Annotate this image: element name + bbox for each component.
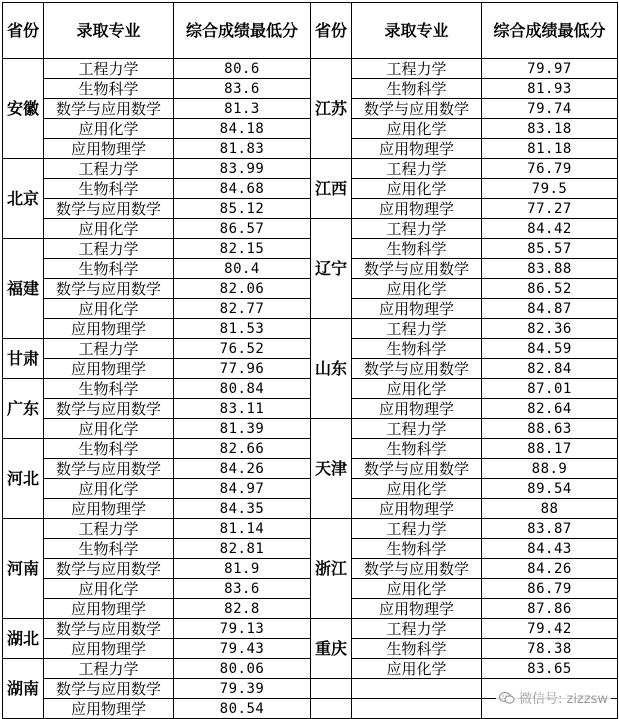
major-cell: 生物科学 (352, 539, 482, 559)
score-cell: 82.8 (174, 599, 311, 619)
score-cell: 84.26 (174, 459, 311, 479)
major-cell: 数学与应用数学 (44, 559, 174, 579)
table-row (3, 199, 618, 219)
major-cell: 工程力学 (44, 59, 174, 79)
table-row (3, 379, 618, 399)
score-cell: 81.18 (482, 139, 618, 159)
major-cell: 应用化学 (44, 219, 174, 239)
major-cell: 应用物理学 (44, 499, 174, 519)
major-cell: 应用化学 (44, 119, 174, 139)
score-cell: 80.4 (174, 259, 311, 279)
table-body (3, 3, 618, 719)
score-cell: 81.14 (174, 519, 311, 539)
major-cell: 应用化学 (352, 179, 482, 199)
score-cell: 84.59 (482, 339, 618, 359)
table-row (3, 399, 618, 419)
province-cell: 北京 (3, 159, 44, 239)
province-cell: 福建 (3, 239, 44, 339)
table-row (3, 239, 618, 259)
score-cell: 81.93 (482, 79, 618, 99)
major-cell: 工程力学 (352, 219, 482, 239)
score-cell: 87.01 (482, 379, 618, 399)
major-cell: 数学与应用数学 (352, 359, 482, 379)
score-cell: 83.11 (174, 399, 311, 419)
score-cell: 88.9 (482, 459, 618, 479)
score-cell: 77.96 (174, 359, 311, 379)
score-cell: 83.6 (174, 79, 311, 99)
score-cell: 88 (482, 499, 618, 519)
table-row (3, 159, 618, 179)
major-cell: 应用物理学 (352, 299, 482, 319)
province-cell: 湖南 (3, 659, 44, 719)
score-cell: 81.83 (174, 139, 311, 159)
score-cell: 81.9 (174, 559, 311, 579)
major-cell: 应用化学 (352, 379, 482, 399)
score-cell: 87.86 (482, 599, 618, 619)
score-cell: 80.84 (174, 379, 311, 399)
province-cell: 辽宁 (311, 219, 352, 319)
watermark (496, 687, 611, 708)
score-cell: 79.42 (482, 619, 618, 639)
table-row (3, 539, 618, 559)
major-cell: 生物科学 (44, 259, 174, 279)
score-cell: 83.65 (482, 659, 618, 679)
header-row (3, 3, 618, 59)
major-cell: 应用物理学 (44, 599, 174, 619)
major-cell: 数学与应用数学 (352, 459, 482, 479)
score-cell: 83.6 (174, 579, 311, 599)
major-cell: 工程力学 (44, 339, 174, 359)
table-row (3, 299, 618, 319)
major-cell: 应用物理学 (44, 359, 174, 379)
score-cell: 82.06 (174, 279, 311, 299)
score-cell: 76.79 (482, 159, 618, 179)
major-cell: 数学与应用数学 (44, 619, 174, 639)
score-cell: 82.36 (482, 319, 618, 339)
major-cell: 工程力学 (44, 239, 174, 259)
score-cell: 76.52 (174, 339, 311, 359)
score-cell: 80.54 (174, 699, 311, 719)
score-cell: 82.64 (482, 399, 618, 419)
table-row (3, 319, 618, 339)
table-row (3, 139, 618, 159)
major-cell: 数学与应用数学 (44, 459, 174, 479)
major-cell: 工程力学 (352, 59, 482, 79)
score-cell: 84.43 (482, 539, 618, 559)
major-cell: 工程力学 (44, 159, 174, 179)
major-cell: 应用物理学 (44, 639, 174, 659)
province-cell: 甘肃 (3, 339, 44, 379)
major-cell: 工程力学 (352, 319, 482, 339)
wechat-icon (499, 691, 515, 705)
major-cell: 应用物理学 (352, 499, 482, 519)
major-cell: 工程力学 (352, 419, 482, 439)
empty-cell (352, 699, 482, 719)
major-cell: 工程力学 (44, 659, 174, 679)
score-cell: 84.18 (174, 119, 311, 139)
major-cell: 应用化学 (352, 579, 482, 599)
score-cell: 80.06 (174, 659, 311, 679)
major-cell: 数学与应用数学 (44, 679, 174, 699)
header-major-right: 录取专业 (352, 3, 482, 59)
table-row (3, 219, 618, 239)
table-row (3, 599, 618, 619)
table-row (3, 259, 618, 279)
major-cell: 数学与应用数学 (352, 559, 482, 579)
major-cell: 数学与应用数学 (44, 399, 174, 419)
table-row (3, 579, 618, 599)
score-cell: 89.54 (482, 479, 618, 499)
table-row (3, 439, 618, 459)
score-cell: 80.6 (174, 59, 311, 79)
score-cell: 84.35 (174, 499, 311, 519)
province-cell: 浙江 (311, 519, 352, 619)
major-cell: 应用物理学 (352, 199, 482, 219)
major-cell: 数学与应用数学 (44, 99, 174, 119)
score-cell: 79.13 (174, 619, 311, 639)
score-cell: 83.87 (482, 519, 618, 539)
major-cell: 工程力学 (352, 619, 482, 639)
major-cell: 生物科学 (44, 79, 174, 99)
score-cell: 81.3 (174, 99, 311, 119)
major-cell: 工程力学 (44, 519, 174, 539)
score-cell: 84.68 (174, 179, 311, 199)
major-cell: 生物科学 (352, 79, 482, 99)
major-cell: 应用化学 (352, 279, 482, 299)
major-cell: 生物科学 (44, 179, 174, 199)
table-row (3, 499, 618, 519)
score-cell: 79.43 (174, 639, 311, 659)
score-cell: 85.57 (482, 239, 618, 259)
major-cell: 应用化学 (352, 479, 482, 499)
header-province-right: 省份 (311, 3, 352, 59)
score-cell: 79.39 (174, 679, 311, 699)
major-cell: 数学与应用数学 (44, 279, 174, 299)
score-cell: 79.74 (482, 99, 618, 119)
table-row (3, 339, 618, 359)
header-province-left: 省份 (3, 3, 44, 59)
table-row (3, 179, 618, 199)
score-cell: 83.99 (174, 159, 311, 179)
major-cell: 数学与应用数学 (352, 259, 482, 279)
major-cell: 生物科学 (352, 239, 482, 259)
score-cell: 82.66 (174, 439, 311, 459)
major-cell: 应用化学 (352, 119, 482, 139)
score-cell: 79.97 (482, 59, 618, 79)
table-row (3, 459, 618, 479)
score-cell: 81.39 (174, 419, 311, 439)
score-cell: 82.81 (174, 539, 311, 559)
province-cell: 江西 (311, 159, 352, 219)
major-cell: 生物科学 (44, 539, 174, 559)
major-cell: 生物科学 (44, 439, 174, 459)
score-cell: 84.26 (482, 559, 618, 579)
header-score-left: 综合成绩最低分 (174, 3, 311, 59)
score-cell: 82.77 (174, 299, 311, 319)
major-cell: 应用化学 (44, 479, 174, 499)
score-cell: 84.87 (482, 299, 618, 319)
table-row (3, 479, 618, 499)
major-cell: 应用化学 (44, 579, 174, 599)
province-cell: 安徽 (3, 59, 44, 159)
table-row (3, 639, 618, 659)
major-cell: 数学与应用数学 (44, 199, 174, 219)
table-row (3, 519, 618, 539)
score-cell: 88.63 (482, 419, 618, 439)
province-cell: 河北 (3, 439, 44, 519)
score-cell: 84.42 (482, 219, 618, 239)
major-cell: 工程力学 (352, 159, 482, 179)
score-cell: 85.12 (174, 199, 311, 219)
major-cell: 应用化学 (352, 659, 482, 679)
header-major-left: 录取专业 (44, 3, 174, 59)
major-cell: 生物科学 (352, 639, 482, 659)
table-row (3, 659, 618, 679)
province-cell: 河南 (3, 519, 44, 619)
major-cell: 应用物理学 (352, 599, 482, 619)
table-row (3, 359, 618, 379)
score-cell: 83.88 (482, 259, 618, 279)
province-cell: 天津 (311, 419, 352, 519)
table-row (3, 559, 618, 579)
major-cell: 生物科学 (352, 339, 482, 359)
province-cell: 广东 (3, 379, 44, 439)
score-cell: 82.15 (174, 239, 311, 259)
province-cell: 山东 (311, 319, 352, 419)
major-cell: 应用物理学 (44, 699, 174, 719)
major-cell: 应用物理学 (352, 139, 482, 159)
major-cell: 生物科学 (352, 439, 482, 459)
empty-cell (352, 679, 482, 699)
province-cell: 重庆 (311, 619, 352, 679)
table-row (3, 99, 618, 119)
table-row (3, 119, 618, 139)
major-cell: 应用化学 (44, 299, 174, 319)
score-cell: 79.5 (482, 179, 618, 199)
watermark-text: 微信号: zizzsw (518, 692, 608, 707)
major-cell: 数学与应用数学 (352, 99, 482, 119)
empty-cell (311, 679, 352, 699)
table-row (3, 79, 618, 99)
major-cell: 应用物理学 (44, 319, 174, 339)
empty-cell (311, 699, 352, 719)
table-row (3, 619, 618, 639)
score-cell: 86.79 (482, 579, 618, 599)
table-row (3, 419, 618, 439)
province-cell: 湖北 (3, 619, 44, 659)
table-row (3, 279, 618, 299)
major-cell: 应用物理学 (44, 139, 174, 159)
header-score-right: 综合成绩最低分 (482, 3, 618, 59)
score-cell: 78.38 (482, 639, 618, 659)
score-cell: 81.53 (174, 319, 311, 339)
score-cell: 82.84 (482, 359, 618, 379)
score-cell: 86.57 (174, 219, 311, 239)
province-cell: 江苏 (311, 59, 352, 159)
major-cell: 工程力学 (352, 519, 482, 539)
score-cell: 84.97 (174, 479, 311, 499)
major-cell: 应用化学 (44, 419, 174, 439)
major-cell: 生物科学 (44, 379, 174, 399)
major-cell: 应用物理学 (352, 399, 482, 419)
score-cell: 88.17 (482, 439, 618, 459)
score-cell: 77.27 (482, 199, 618, 219)
admission-scores-table (2, 2, 618, 719)
score-cell: 86.52 (482, 279, 618, 299)
table-row (3, 59, 618, 79)
score-cell: 83.18 (482, 119, 618, 139)
